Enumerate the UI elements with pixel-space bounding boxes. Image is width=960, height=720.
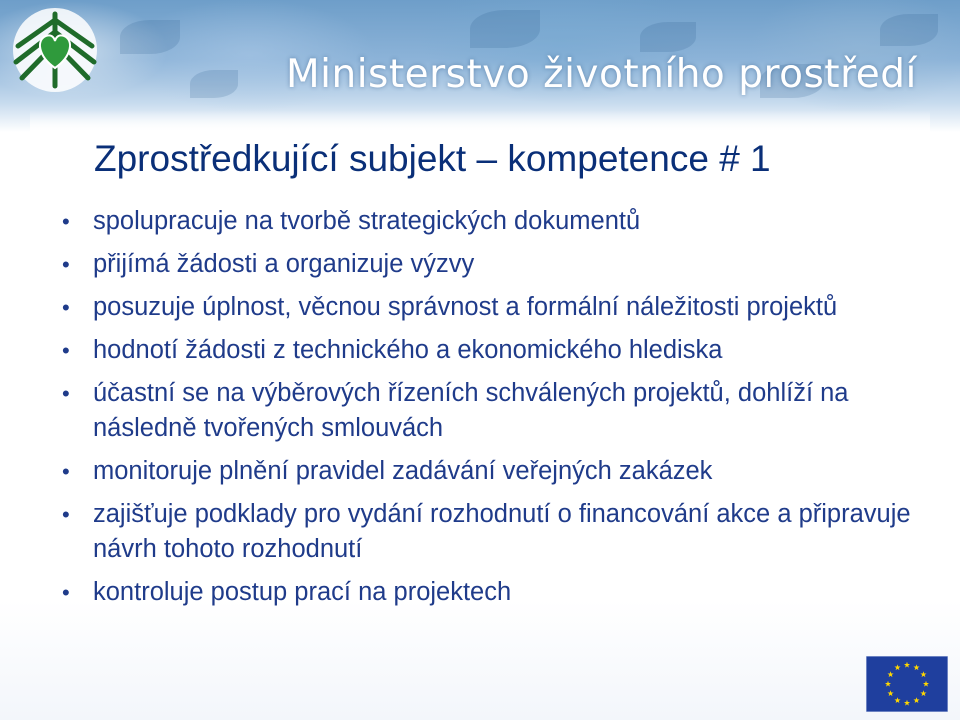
ministry-name: Ministerstvo životního prostředí [286, 52, 917, 97]
list-item: • spolupracuje na tvorbě strategických dokumentů [62, 207, 641, 235]
list-item: • přijímá žádosti a organizuje výzvy [62, 250, 475, 278]
heart-leaf-logo-icon [8, 6, 102, 96]
list-item: • kontroluje postup prací na projektech [62, 578, 512, 606]
list-item: • účastní se na výběrových řízeních schválených projektů, dohlíží na následně tvořených smlouvách [62, 379, 849, 442]
slide-title: Zprostředkující subjekt – kompetence # 1 [94, 138, 771, 179]
bullet-list [62, 204, 922, 618]
eu-flag-icon [866, 656, 948, 712]
list-item: • zajišťuje podklady pro vydání rozhodnutí o financování akce a připravuje návrh tohoto rozhodnutí [62, 500, 911, 563]
list-item: • monitoruje plnění pravidel zadávání veřejných zakázek [62, 457, 713, 485]
list-item: • hodnotí žádosti z technického a ekonomického hlediska [62, 336, 723, 364]
list-item: • posuzuje úplnost, věcnou správnost a formální náležitosti projektů [62, 293, 838, 321]
header-banner [0, 0, 960, 132]
